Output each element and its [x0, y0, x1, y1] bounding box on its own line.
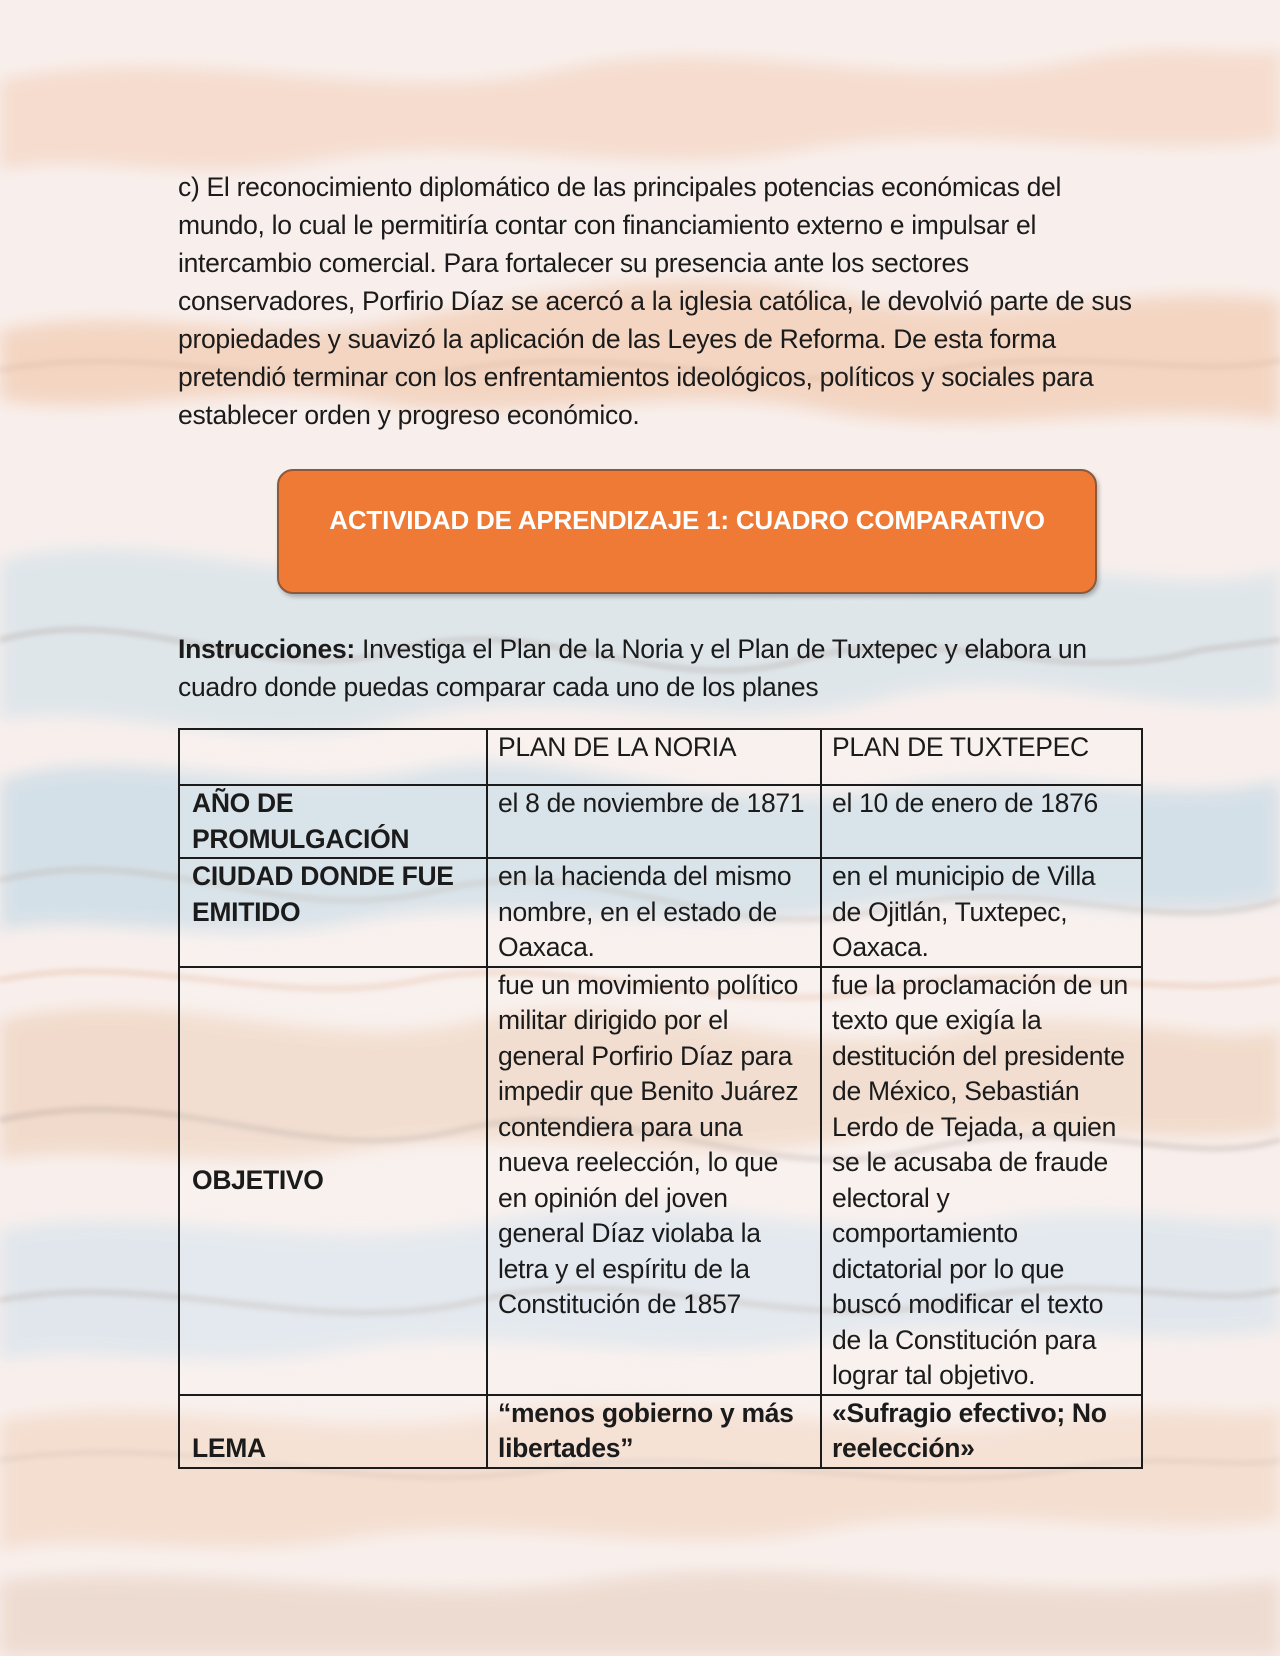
cell-tuxtepec: el 10 de enero de 1876 — [821, 785, 1142, 858]
header-cell-empty — [179, 729, 487, 785]
table-row — [179, 858, 1142, 967]
activity-banner — [277, 469, 1097, 594]
cell-tuxtepec: fue la proclamación de un texto que exigía la destitución del presidente de México, Sebastián Lerdo de Tejada, a quien se le acusaba de fraude electoral y comportamiento dictatorial por lo que buscó modificar el texto de la Constitución para lograr tal objetivo. — [821, 967, 1142, 1395]
cell-noria: “menos gobierno y más libertades” — [487, 1395, 821, 1468]
header-cell-tuxtepec: PLAN DE TUXTEPEC — [821, 729, 1142, 785]
table-row — [179, 967, 1142, 1395]
cell-noria: fue un movimiento político militar dirigido por el general Porfirio Díaz para impedir que Benito Juárez contendiera para una nueva reelección, lo que en opinión del joven general Díaz violaba la letra y el espíritu de la Constitución de 1857 — [487, 967, 821, 1395]
instructions-label: Instrucciones: — [178, 634, 355, 664]
cell-tuxtepec: «Sufragio efectivo; No reelección» — [821, 1395, 1142, 1468]
instructions-text: Investiga el Plan de la Noria y el Plan de Tuxtepec y elabora un cuadro donde puedas comparar cada uno de los planes — [178, 634, 1087, 702]
table-row — [179, 785, 1142, 858]
intro-paragraph: c) El reconocimiento diplomático de las principales potencias económicas del mundo, lo cual le permitiría contar con financiamiento externo e impulsar el intercambio comercial. Para fortalecer su presencia ante los sectores conservadores, Porfirio Díaz se acercó a la iglesia católica, le devolvió parte de sus propiedades y suavizó la aplicación de las Leyes de Reforma. De esta forma pretendió terminar con los enfrentamientos ideológicos, políticos y sociales para establecer orden y progreso económico. — [178, 172, 1132, 430]
header-cell-noria: PLAN DE LA NORIA — [487, 729, 821, 785]
table-row — [179, 1395, 1142, 1468]
comparison-table — [178, 728, 1143, 1469]
row-label: AÑO DE PROMULGACIÓN — [179, 785, 487, 858]
cell-tuxtepec: en el municipio de Villa de Ojitlán, Tuxtepec, Oaxaca. — [821, 858, 1142, 967]
row-label: CIUDAD DONDE FUE EMITIDO — [179, 858, 487, 967]
cell-noria: el 8 de noviembre de 1871 — [487, 785, 821, 858]
row-label: LEMA — [179, 1395, 487, 1468]
instructions-paragraph — [178, 630, 1138, 706]
table-header-row — [179, 729, 1142, 785]
cell-noria: en la hacienda del mismo nombre, en el estado de Oaxaca. — [487, 858, 821, 967]
activity-title: ACTIVIDAD DE APRENDIZAJE 1: CUADRO COMPARATIVO — [329, 505, 1045, 535]
row-label: OBJETIVO — [179, 967, 487, 1395]
